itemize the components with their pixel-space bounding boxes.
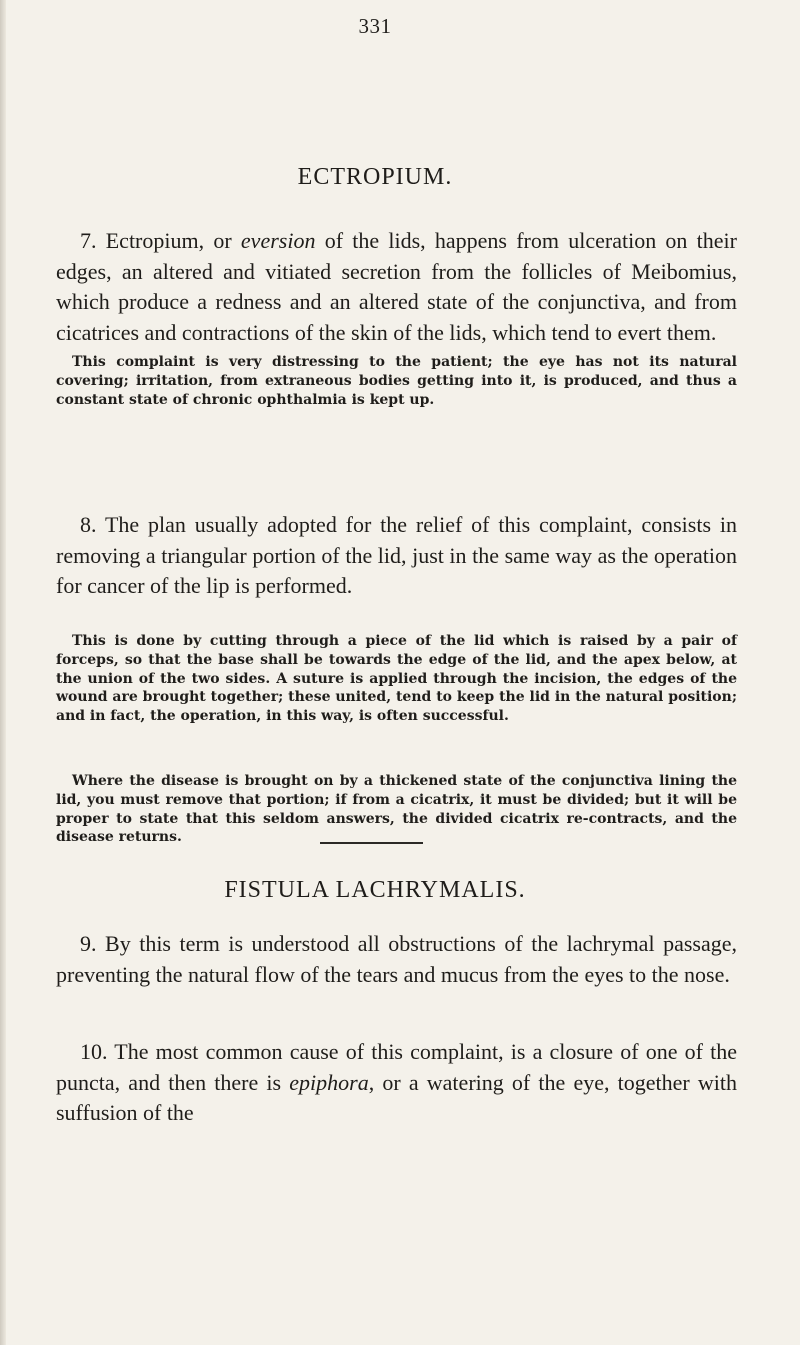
section-divider: [320, 842, 423, 844]
note-1-text: This complaint is very distressing to the patient; the eye has not its natural covering; irritation, from extraneous bodies getting into it, is produced, and thus a constant state of chronic ophthalmia is kept up.: [56, 354, 737, 408]
note-ectropium-distress: [56, 353, 737, 409]
paragraph-7: [56, 226, 737, 348]
paragraph-10-italic: epiphora: [289, 1069, 369, 1095]
page-number: 331: [358, 14, 392, 38]
note-operation: [56, 632, 737, 726]
section-heading-ectropium: ECTROPIUM.: [297, 164, 453, 190]
paragraph-7-italic: eversion: [240, 228, 316, 253]
paragraph-7-rest: of the lids, happens from ulceration on their edges, an altered and vitiated secretion from the follicles of Meibomius, which produce a redness and an altered state of the conjunctiva, and from cicatrices and contractions of the skin of the lids, which tend to evert them.: [56, 228, 737, 345]
page-left-edge: [0, 0, 6, 1345]
paragraph-8-text: 8. The plan usually adopted for the relief of this complaint, consists in removing a triangular portion of the lid, just in the same way as the operation for cancer of the lip is performed.: [56, 512, 737, 598]
paragraph-8: [56, 510, 737, 602]
note-2-text: This is done by cutting through a piece of the lid which is raised by a pair of forceps, so that the base shall be towards the edge of the lid, and the apex below, at the union of the two sides. A suture is applied through the incision, the edges of the wound are brought together; these united, tend to keep the lid in the natural position; and in fact, the operation, in this way, is often successful.: [56, 633, 737, 725]
paragraph-9: [56, 929, 737, 990]
section-heading-fistula: FISTULA LACHRYMALIS.: [224, 877, 526, 903]
paragraph-10-rest: , or a watering of the eye, together with suffusion of the: [56, 1069, 737, 1125]
note-3-text: Where the disease is brought on by a thickened state of the conjunctiva lining the lid, you must remove that portion; if from a cicatrix, it must be divided; but it will be proper to state that this seldom answers, the divided cicatrix re-contracts, and the disease returns.: [56, 773, 737, 846]
paragraph-9-text: 9. By this term is understood all obstructions of the lachrymal passage, preventing the natural flow of the tears and mucus from the eyes to the nose.: [56, 931, 737, 987]
paragraph-10-text: 10. The most common cause of this complaint, is a closure of one of the puncta, and then there is: [56, 1039, 737, 1095]
paragraph-10: [56, 1037, 737, 1129]
paragraph-7-text: 7. Ectropium, or: [80, 228, 241, 253]
note-conjunctiva: [56, 772, 737, 847]
